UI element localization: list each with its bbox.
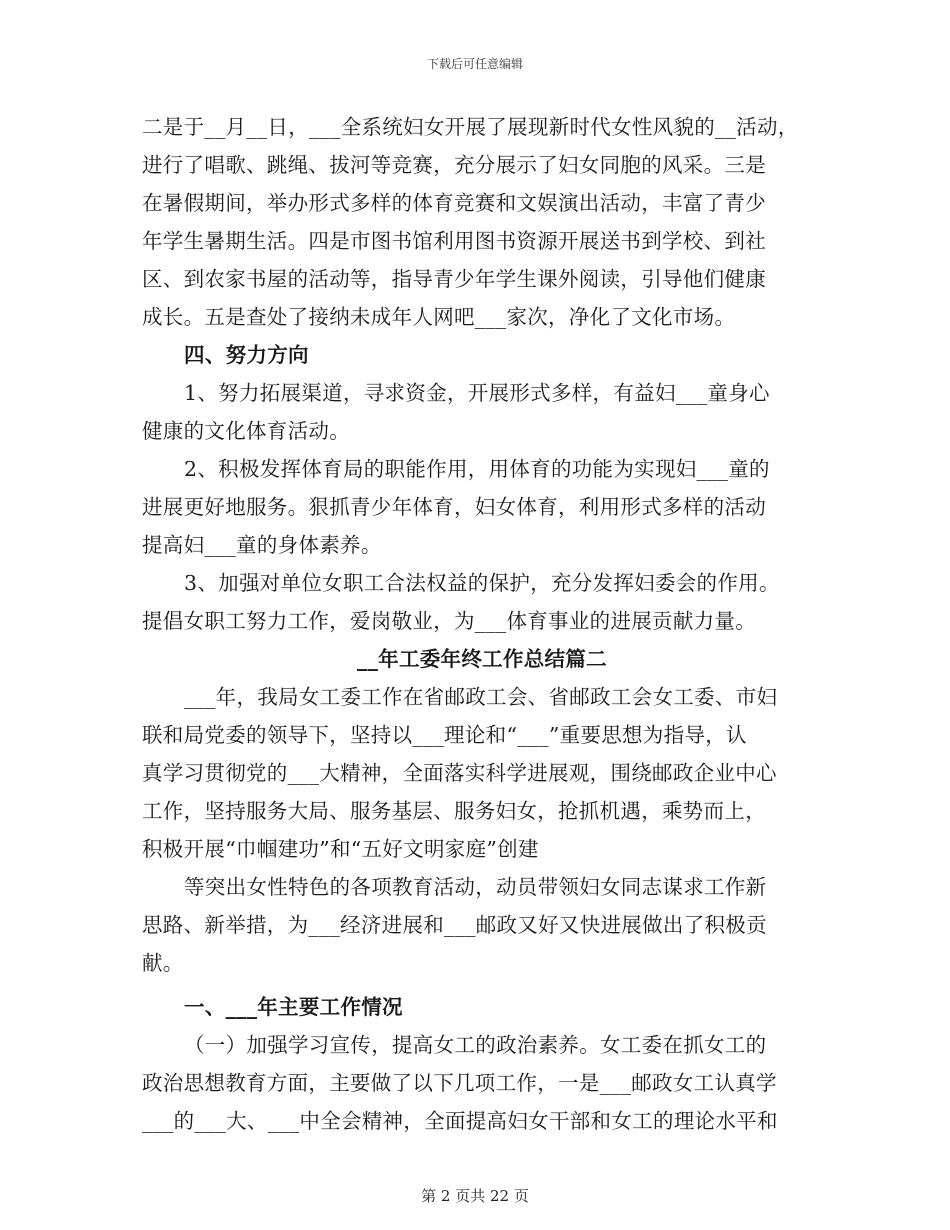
text-line: 政治思想教育方面，主要做了以下几项工作，一是___邮政女工认真学 [142, 1071, 777, 1095]
text-line: 2、积极发挥体育局的职能作用，用体育的功能为实现妇___童的 [184, 457, 770, 481]
text-line: ___的___大、___中全会精神，全面提高妇女干部和女工的理论水平和 [142, 1109, 778, 1133]
text-line: 1、努力拓展渠道，寻求资金，开展形式多样，有益妇___童身心 [184, 381, 770, 405]
text-line: 提倡女职工努力工作，爱岗敬业，为___体育事业的进展贡献力量。 [142, 609, 757, 633]
text-line: 工作，坚持服务大局、服务基层、服务妇女，抢抓机遇，乘势而上， [142, 799, 766, 823]
text-line: 年学生暑期生活。四是市图书馆利用图书资源开展送书到学校、到社 [142, 229, 766, 253]
text-line: 联和局党委的领导下，坚持以___理论和“___”重要思想为指导，认 [142, 723, 747, 747]
text-line: 献。 [142, 951, 184, 975]
document-body [142, 108, 822, 1140]
text-line: 进展更好地服务。狠抓青少年体育，妇女体育，利用形式多样的活动 [142, 495, 766, 519]
text-line: 成长。五是查处了接纳未成年人网吧___家次，净化了文化市场。 [142, 305, 736, 329]
chapter-title: __年工委年终工作总结篇二 [357, 647, 607, 671]
section-heading: 四、努力方向 [184, 343, 309, 367]
section-heading: 一、___年主要工作情况 [184, 995, 403, 1019]
text-line: 健康的文化体育活动。 [142, 419, 350, 443]
page-number: 第 2 页共 22 页 [421, 1187, 529, 1205]
text-line: 提高妇___童的身体素养。 [142, 533, 382, 557]
text-line: 在暑假期间，举办形式多样的体育竞赛和文娱演出活动，丰富了青少 [142, 191, 766, 215]
text-line: 3、加强对单位女职工合法权益的保护，充分发挥妇委会的作用。 [184, 571, 780, 595]
page-header: 下载后可任意编辑 [426, 57, 523, 71]
text-line: 思路、新举措，为___经济进展和___邮政又好又快进展做出了积极贡 [142, 913, 767, 937]
text-line: 二是于__月__日，___全系统妇女开展了展现新时代女性风貌的__活动， [142, 115, 799, 139]
text-line: （一）加强学习宣传，提高女工的政治素养。女工委在抓女工的 [184, 1033, 767, 1057]
text-line: 区、到农家书屋的活动等，指导青少年学生课外阅读，引导他们健康 [142, 267, 766, 291]
text-line: 真学习贯彻党的___大精神，全面落实科学进展观，围绕邮政企业中心 [142, 761, 777, 785]
text-line: ___年，我局女工委工作在省邮政工会、省邮政工会女工委、市妇 [184, 685, 778, 709]
text-line: 积极开展“巾帼建功”和“五好文明家庭”创建 [142, 837, 539, 861]
text-line: 等突出女性特色的各项教育活动，动员带领妇女同志谋求工作新 [184, 875, 767, 899]
text-line: 进行了唱歌、跳绳、拔河等竞赛，充分展示了妇女同胞的风采。三是 [142, 153, 766, 177]
